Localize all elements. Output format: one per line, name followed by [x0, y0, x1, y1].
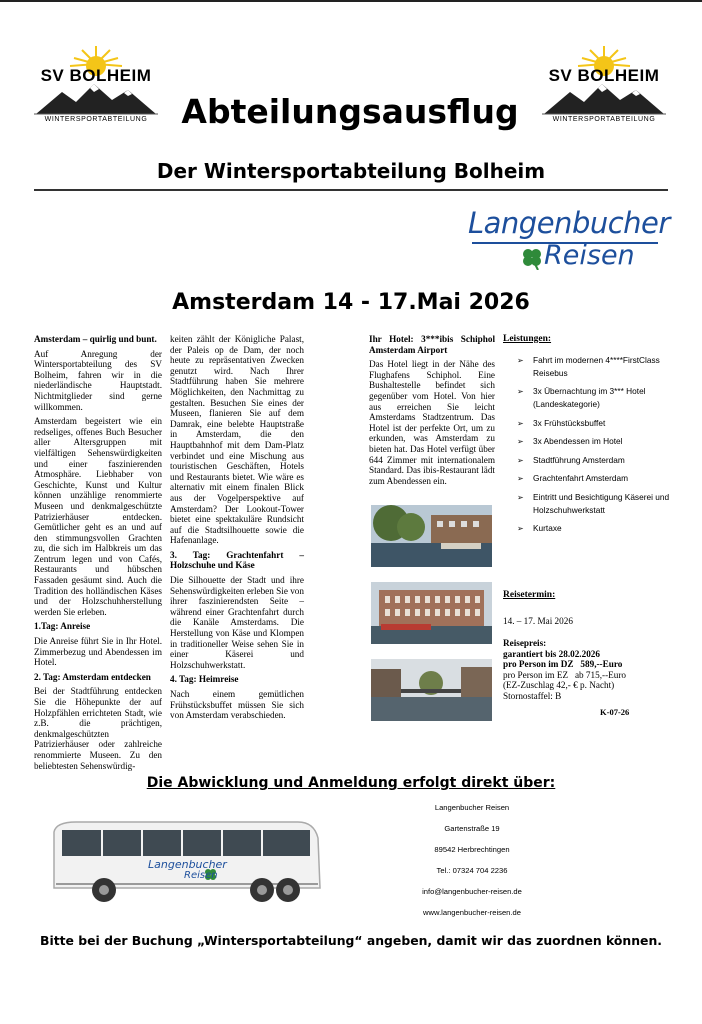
price-heading: Reisepreis: [503, 638, 547, 648]
column-paragraph: Auf Anregung der Wintersportabteilung des SV Bolheim, fahren wir in die niederländische Hauptstadt. Nichtmitglieder sind gerne willkommen. [34, 348, 162, 412]
column-paragraph: Amsterdam begeistert wie ein redseliges, offenes Buch Besucher aller Altersgruppen mit vielfältigen Sehenswürdigkeiten und einer faszinierenden Atmosphäre. Liebhaber von Geschichte, Kunst und Kultur können unzählige renommierte Museen und denkmalgeschützte Patrizierhäuser entdecken. Gemütlicher geht es an und auf den stimmungsvollen Grachten zu, die sich im Halbkreis um das Zentrum legen und von Cafés, Restaurants und hübschen Fassaden gesäumt sind. Auch die Tradition des holländischen Käses und der Holzschuhherstellung werden Sie erleben. [34, 416, 162, 617]
contact-email[interactable]: info@langenbucher-reisen.de [422, 887, 522, 896]
column-heading: 1.Tag: Anreise [34, 621, 91, 632]
sv-bolheim-logo-right [540, 44, 668, 134]
hotel-heading: Ihr Hotel: 3***ibis Schiphol Amsterdam Airport [369, 334, 495, 355]
price-double-room: pro Person im DZ 589,--Euro [503, 659, 623, 670]
contact-website[interactable]: www.langenbucher-reisen.de [423, 908, 521, 917]
column-paragraph: Die Silhouette der Stadt und ihre Sehenswürdigkeiten erleben Sie von ihrer faszinierendsten Seite – während einer Grachtenfahrt durch die Kanäle Amsterdams. Die Herstellung von Käse und Klompen in traditioneller Weise sehen Sie in einer Käserei und Holzschuhwerkstatt. [170, 575, 304, 670]
partner-name-line1: Langenbucher [468, 206, 670, 240]
contact-city: 89542 Herbrechtingen [434, 845, 510, 854]
trip-code: K-07-26 [600, 707, 630, 717]
logo-title: SV BOLHEIM [548, 66, 660, 85]
logo-subtitle: WINTERSPORTABTEILUNG [44, 116, 148, 123]
column-heading: Amsterdam – quirlig und bunt. [34, 334, 157, 344]
service-item: ➢ Eintritt und Besichtigung Käserei und Holzschuhwerkstatt [517, 491, 670, 515]
column-paragraph: Bei der Stadtführung entdecken Sie die Höhepunkte der auf Holzpfählen errichteten Stadt, wie z.B. die prächtigen, denkmalgeschützten Patrizierhäuser oder zahlreiche renommierte Museen. Zu den beliebtesten Sehenswürdig- [34, 686, 162, 771]
text-column-2 [170, 334, 304, 725]
arrow-bullet-icon: ➢ [517, 355, 524, 365]
arrow-bullet-icon: ➢ [517, 455, 524, 465]
service-item: ➢ 3x Frühstücksbuffet [517, 417, 606, 428]
hotel-column [369, 334, 495, 490]
arrow-bullet-icon: ➢ [517, 524, 524, 534]
arrow-bullet-icon: ➢ [517, 474, 524, 484]
bus-logo-line1: Langenbucher [148, 858, 227, 871]
logo-title: SV BOLHEIM [40, 66, 152, 85]
arrow-bullet-icon: ➢ [517, 418, 524, 428]
partner-name-line2: Reisen [544, 240, 635, 271]
contact-company: Langenbucher Reisen [434, 803, 510, 812]
contact-street: Gartenstraße 19 [444, 824, 500, 833]
arrow-bullet-icon: ➢ [517, 437, 524, 447]
arrow-bullet-icon: ➢ [517, 492, 524, 502]
contact-heading: Die Abwicklung und Anmeldung erfolgt direkt über: [146, 775, 556, 791]
travel-date-value: 14. – 17. Mai 2026 [503, 616, 573, 626]
bus-logo-line2: Reisen [184, 870, 218, 881]
service-item: ➢ Fahrt im modernen 4****FirstClass Reisebus [517, 354, 660, 378]
services-list [503, 354, 675, 536]
text-column-1 [34, 334, 162, 775]
cancellation-scale: Stornostaffel: B [503, 690, 562, 701]
price-single-surcharge: (EZ-Zuschlag 42,- € p. Nacht) [503, 680, 615, 691]
column-paragraph: Nach einem gemütlichen Frühstücksbuffet müssen Sie sich von Amsterdam verabschieden. [170, 689, 304, 721]
clover-icon [520, 246, 544, 270]
column-heading: 4. Tag: Heimreise [170, 674, 239, 685]
services-column [503, 334, 675, 541]
langenbucher-logo [468, 202, 668, 278]
column-heading: 3. Tag: Grachtenfahrt – Holzschuhe und Käse [170, 549, 304, 571]
price-block [503, 638, 675, 702]
photo-amsterdam-building [371, 582, 492, 644]
destination-title: Amsterdam 14 - 17.Mai 2026 [172, 290, 530, 315]
arrow-bullet-icon: ➢ [517, 387, 524, 397]
photo-canal-trees [371, 505, 492, 567]
service-item: ➢ Kurtaxe [517, 523, 562, 534]
service-item: ➢ Stadtführung Amsterdam [517, 454, 625, 465]
service-item: ➢ Grachtenfahrt Amsterdam [517, 473, 628, 484]
bus-image [36, 802, 372, 916]
service-item: ➢ 3x Abendessen im Hotel [517, 436, 623, 447]
page-title: Abteilungsausflug [181, 92, 519, 131]
service-item: ➢ 3x Übernachtung im 3*** Hotel (Landeskategorie) [517, 386, 646, 410]
column-paragraph: Die Anreise führt Sie in Ihr Hotel. Zimmerbezug und Abendessen im Hotel. [34, 636, 162, 668]
price-single-room: pro Person im EZ ab 715,--Euro [503, 669, 626, 680]
booking-note: Bitte bei der Buchung „Wintersportabteilung“ angeben, damit wir das zuordnen können. [40, 933, 662, 948]
hotel-description: Das Hotel liegt in der Nähe des Flughafens Schiphol. Eine Bushaltestelle befindet sich gegenüber vom Hotel. Von hier aus erreichen Sie leicht Amsterdams Stadtzentrum. Das Hotel ist der perfekte Ort, um zu erkunden, was Amsterdam zu bieten hat. Das Hotel verfügt über 644 Zimmer mit internationalem Standard. Das ibis-Restaurant lädt zum Abendessen ein. [369, 359, 495, 486]
column-paragraph: keiten zählt der Königliche Palast, der Paleis op de Dam, der noch heute zu repräsentativen Zwecken genutzt wird. Nach Ihrer Stadtführung haben Sie mehrere Möglichkeiten, den Nachmittag zu gestalten. Besuchen Sie eines der Museen, flanieren Sie auf dem Damrak, eine belebte Hauptstraße in Amsterdam, die den Hauptbahnhof mit dem Dam-Platz verbindet und eine Mischung aus touristischen Geschäften, Hotels und Restaurants bietet. Wie wäre es alternativ mit einem finalen Blick aus der Vogelperspektive auf Amsterdam? Der Lookout-Tower bietet eine spektakuläre Rundsicht auf die Stadtsilhouette sowie die Hafenanlage. [170, 334, 304, 546]
contact-block [392, 802, 552, 928]
logo-subtitle: WINTERSPORTABTEILUNG [552, 116, 656, 123]
column-heading: 2. Tag: Amsterdam entdecken [34, 671, 151, 682]
sv-bolheim-logo-left [32, 44, 160, 134]
page-subtitle: Der Wintersportabteilung Bolheim [156, 159, 546, 183]
divider [34, 189, 668, 191]
travel-date-heading: Reisetermin: [503, 590, 556, 600]
price-guarantee: garantiert bis 28.02.2026 [503, 648, 600, 659]
contact-phone: Tel.: 07324 704 2236 [436, 866, 508, 875]
services-heading: Leistungen: [503, 334, 552, 344]
photo-canal-bridge [371, 659, 492, 721]
